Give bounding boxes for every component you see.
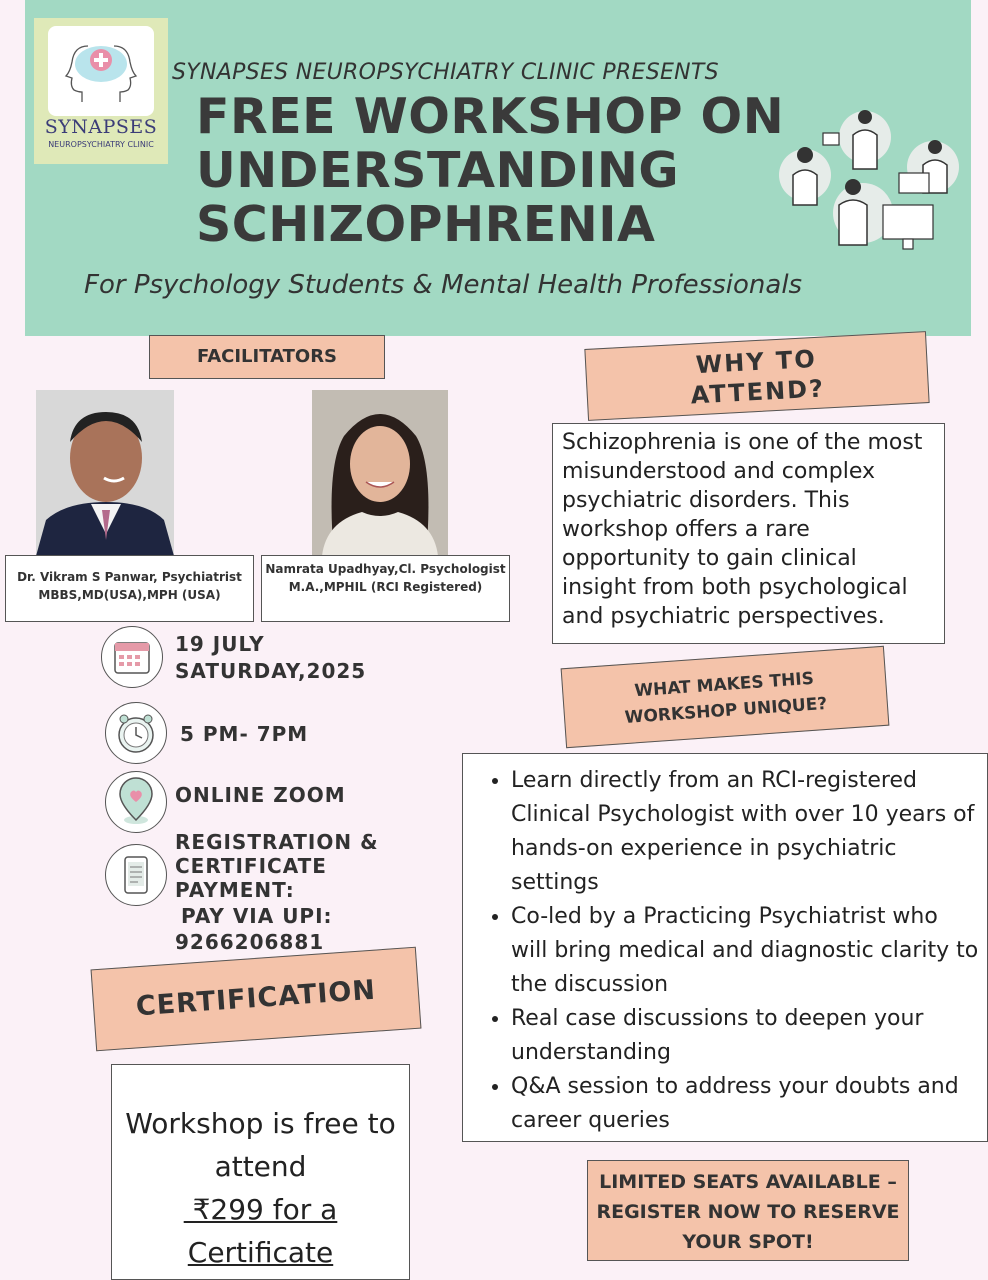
logo-subtitle: NEUROPSYCHIATRY CLINIC: [48, 140, 154, 149]
why-attend-label: [584, 331, 929, 421]
payment-line-2: CERTIFICATE: [175, 854, 327, 878]
calendar-icon: [101, 626, 163, 688]
list-item: • Co-led by a Practicing Psychiatrist who will bring medical and diagnostic clarity to the discussion: [511, 900, 979, 1002]
alarm-clock-icon: [105, 702, 167, 764]
unique-list: [485, 764, 979, 1138]
logo-name: SYNAPSES: [44, 116, 158, 138]
list-item: • Learn directly from an RCI-registered Clinical Psychologist with over 10 years of hands-on experience in psychiatric settings: [511, 764, 979, 900]
team-illustration-icon: [775, 105, 970, 255]
logo-heads-icon: [48, 26, 154, 116]
cert-line: attend: [214, 1150, 307, 1183]
cta-line: LIMITED SEATS AVAILABLE –: [599, 1171, 897, 1193]
limited-seats-banner: [587, 1160, 909, 1261]
time-text: 5 PM- 7PM: [180, 722, 309, 746]
list-item: • Real case discussions to deepen your understanding: [511, 1002, 979, 1070]
why-label-line: ATTEND?: [690, 374, 826, 410]
payment-line-1: REGISTRATION &: [175, 830, 379, 854]
why-attend-text: Schizophrenia is one of the most misunderstood and complex psychiatric disorders. This workshop offers a rare opportunity to gain clinical insight from both psychological and psychiatric perspectives.: [552, 423, 945, 644]
facilitator-photo-2: [312, 390, 448, 556]
unique-label-line: WORKSHOP UNIQUE?: [624, 693, 828, 729]
facilitator-photo-1: [36, 390, 174, 556]
clinic-logo: [34, 18, 168, 164]
date-line-2: SATURDAY,2025: [175, 659, 367, 683]
presents-line: SYNAPSES NEUROPSYCHIATRY CLINIC PRESENTS: [172, 60, 719, 85]
cert-price: ₹299 for a: [183, 1193, 338, 1226]
facilitator-name: Dr. Vikram S Panwar, Psychiatrist: [17, 570, 242, 584]
facilitators-label: FACILITATORS: [149, 335, 385, 379]
unique-list-box: [462, 753, 988, 1142]
title-line: SCHIZOPHRENIA: [196, 196, 656, 253]
payment-line-4: PAY VIA UPI:: [181, 904, 333, 928]
list-item: • Q&A session to address your doubts and career queries: [511, 1070, 979, 1138]
title-line: UNDERSTANDING: [196, 142, 680, 199]
facilitator-name: Namrata Upadhyay,Cl. Psychologist: [265, 562, 506, 576]
unique-label-line: WHAT MAKES THIS: [633, 668, 815, 702]
cert-line: Workshop is free to: [125, 1107, 396, 1140]
venue-text: ONLINE ZOOM: [175, 783, 346, 807]
facilitator-credentials: MBBS,MD(USA),MPH (USA): [38, 588, 221, 602]
location-pin-icon: [105, 771, 167, 833]
payment-line-3: PAYMENT:: [175, 878, 295, 902]
facilitator-caption-2: [261, 555, 510, 622]
date-line-1: 19 JULY: [175, 632, 265, 656]
title-line: FREE WORKSHOP ON: [196, 88, 785, 145]
unique-label: [561, 646, 890, 748]
facilitator-credentials: M.A.,MPHIL (RCI Registered): [288, 580, 483, 594]
facilitator-caption-1: [5, 555, 254, 622]
phone-icon: [105, 844, 167, 906]
why-label-line: WHY TO: [695, 344, 818, 380]
audience-line: For Psychology Students & Mental Health Professionals: [84, 270, 803, 300]
certification-box: [111, 1064, 410, 1280]
cert-line: Certificate: [187, 1236, 334, 1269]
workshop-title: [196, 90, 796, 252]
upi-number: 9266206881: [175, 930, 325, 954]
cta-line: REGISTER NOW TO RESERVE: [596, 1201, 900, 1223]
certification-label: CERTIFICATION: [91, 947, 422, 1052]
cta-line: YOUR SPOT!: [682, 1231, 814, 1253]
